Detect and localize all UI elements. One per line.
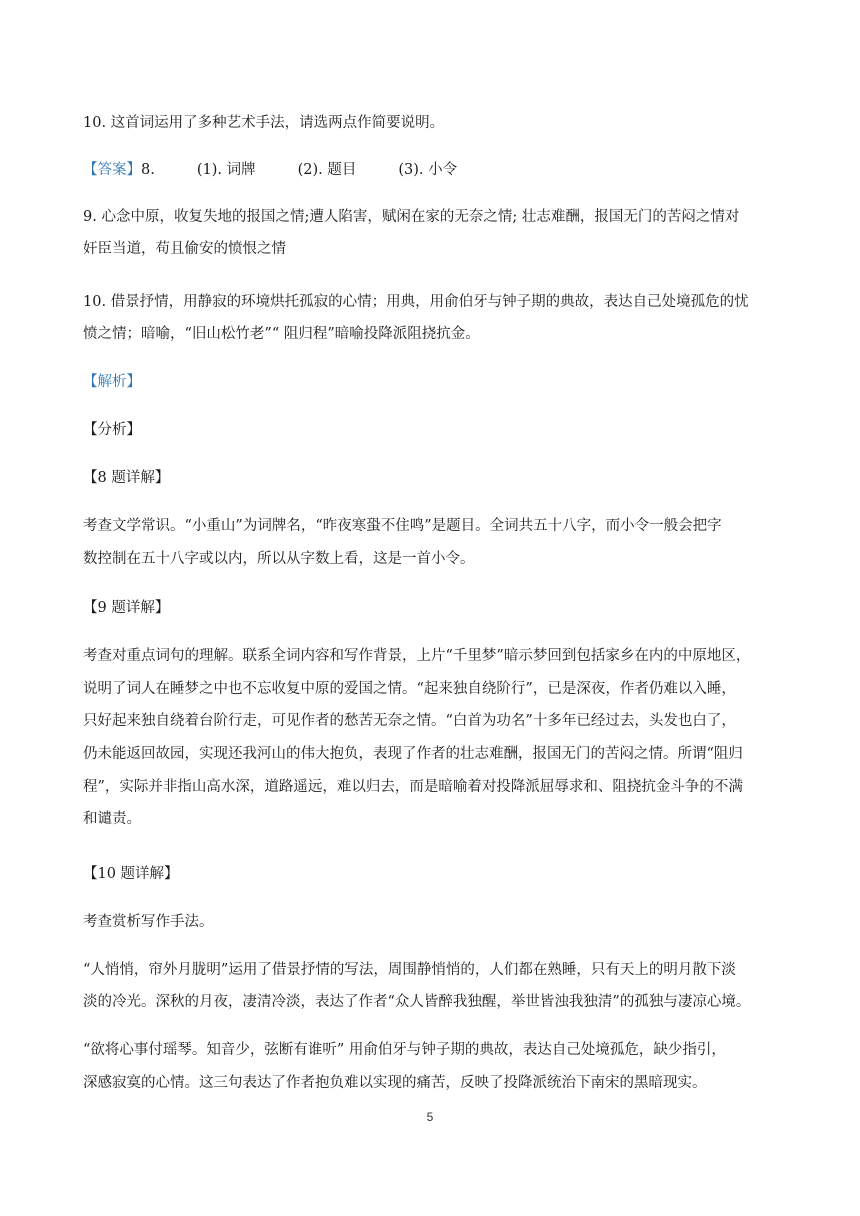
detail-8-line-1: 考查文学常识。“小重山”为词牌名，“昨夜寒蛩不住鸣”是题目。全词共五十八字，而小令一般会把字 bbox=[83, 518, 722, 534]
detail-8-heading: 【8 题详解】 bbox=[83, 470, 170, 486]
answer-item-1: (1). 词牌 bbox=[196, 162, 256, 178]
fenxi-heading: 【分析】 bbox=[83, 422, 141, 438]
detail-9-heading: 【9 题详解】 bbox=[83, 600, 170, 616]
detail-10-p1-line-1: “人悄悄，帘外月胧明”运用了借景抒情的写法，周围静悄悄的，人们都在熟睡，只有天上的明月散下淡 bbox=[83, 962, 736, 978]
detail-9-line-6: 和谴责。 bbox=[83, 811, 141, 827]
detail-9-line-4: 仍未能返回故园，实现还我河山的伟大抱负，表现了作者的壮志难酬，报国无门的苦闷之情。所谓“阻归 bbox=[83, 746, 743, 762]
answer-number: 8. bbox=[141, 162, 155, 178]
answer-9-line-1: 9. 心念中原，收复失地的报国之情;遭人陷害，赋闲在家的无奈之情; 壮志难酬，报国无门的苦闷之情对 bbox=[83, 209, 740, 225]
detail-8-line-2: 数控制在五十八字或以内，所以从字数上看，这是一首小令。 bbox=[83, 551, 475, 567]
detail-9-line-1: 考查对重点词句的理解。联系全词内容和写作背景，上片“千里梦”暗示梦回到包括家乡在内的中原地区， bbox=[83, 648, 751, 664]
answer-line bbox=[83, 154, 783, 186]
detail-10-p2-line-1: “欲将心事付瑶琴。知音少，弦断有谁听” 用俞伯牙与钟子期的典故，表达自己处境孤危，缺少指引， bbox=[83, 1042, 726, 1058]
detail-9-line-2: 说明了词人在睡梦之中也不忘收复中原的爱国之情。“起来独自绕阶行”，已是深夜，作者仍难以入睡， bbox=[83, 681, 736, 697]
answer-item-3: (3). 小令 bbox=[398, 162, 458, 178]
question-10: 10. 这首词运用了多种艺术手法，请选两点作简要说明。 bbox=[83, 115, 445, 131]
answer-item-2: (2). 题目 bbox=[297, 162, 357, 178]
detail-10-heading: 【10 题详解】 bbox=[83, 866, 179, 882]
answer-10-line-1: 10. 借景抒情，用静寂的环境烘托孤寂的心情；用典，用俞伯牙与钟子期的典故，表达自己处境孤危的忧 bbox=[83, 294, 749, 310]
answer-9-line-2: 奸臣当道，苟且偷安的愤恨之情 bbox=[83, 241, 286, 257]
detail-10-p2-line-2: 深感寂寞的心情。这三句表达了作者抱负难以实现的痛苦，反映了投降派统治下南宋的黑暗现实。 bbox=[83, 1075, 707, 1091]
answer-tag: 【答案】 bbox=[83, 162, 141, 178]
page-number: 5 bbox=[426, 1110, 434, 1124]
detail-10-p1-line-2: 淡的冷光。深秋的月夜，凄清冷淡，表达了作者“众人皆醉我独醒，举世皆浊我独清”的孤独与凄凉心境。 bbox=[83, 994, 751, 1010]
answer-10-line-2: 愤之情；暗喻，“旧山松竹老”“ 阻归程”暗喻投降派阻挠抗金。 bbox=[83, 326, 480, 342]
detail-9-line-3: 只好起来独自绕着台阶行走，可见作者的愁苦无奈之情。“白首为功名”十多年已经过去，头发也白了， bbox=[83, 713, 736, 729]
detail-9-line-5: 程”，实际并非指山高水深，道路遥远，难以归去，而是暗喻着对投降派屈辱求和、阻挠抗金斗争的不满 bbox=[83, 779, 743, 795]
detail-10-intro: 考查赏析写作手法。 bbox=[83, 914, 214, 930]
analysis-heading: 【解析】 bbox=[83, 374, 141, 390]
